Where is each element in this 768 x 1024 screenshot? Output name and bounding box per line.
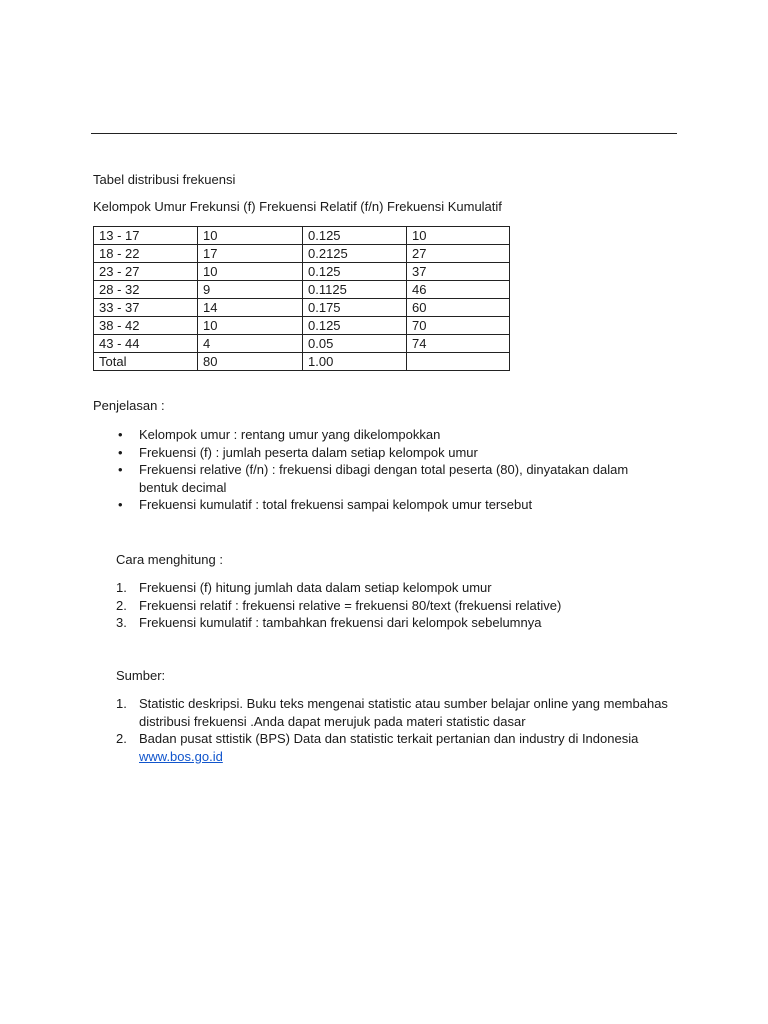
list-item: [116, 426, 656, 444]
table-cell: 10: [198, 317, 303, 335]
frequency-table: [93, 226, 510, 371]
list-item-text: Frekuensi relative (f/n) : frekuensi dibagi dengan total peserta (80), dinyatakan dalam bentuk decimal: [139, 462, 629, 495]
table-cell: Total: [94, 353, 198, 371]
table-row: [94, 335, 510, 353]
table-cell: 74: [407, 335, 510, 353]
calculation-list: [116, 579, 676, 632]
table-cell: 4: [198, 335, 303, 353]
sources-label: Sumber:: [116, 668, 166, 683]
list-number: 2.: [116, 597, 127, 613]
table-cell: [407, 353, 510, 371]
table-row: [94, 263, 510, 281]
bullet-icon: •: [118, 497, 123, 512]
table-row: [94, 245, 510, 263]
source-link[interactable]: www.bos.go.id: [139, 748, 223, 764]
list-item: [116, 695, 676, 730]
list-item: [116, 597, 676, 615]
list-item-text: Badan pusat sttistik (BPS) Data dan statistic terkait pertanian dan industry di Indonesia: [139, 731, 639, 746]
bullet-icon: •: [118, 427, 123, 442]
list-item: [116, 579, 676, 597]
list-item-text: Frekuensi kumulatif : total frekuensi sampai kelompok umur tersebut: [139, 497, 533, 512]
table-cell: 17: [198, 245, 303, 263]
table-cell: 0.125: [303, 263, 407, 281]
table-cell: 10: [198, 263, 303, 281]
table-cell: 13 - 17: [94, 227, 198, 245]
table-cell: 60: [407, 299, 510, 317]
list-number: 2.: [116, 731, 127, 746]
table-row: [94, 299, 510, 317]
list-item-text: Frekuensi kumulatif : tambahkan frekuensi dari kelompok sebelumnya: [139, 615, 542, 630]
list-item: [116, 496, 656, 514]
table-cell: 70: [407, 317, 510, 335]
table-cell: 0.05: [303, 335, 407, 353]
list-item-text: Frekuensi (f) hitung jumlah data dalam setiap kelompok umur: [139, 580, 492, 595]
table-cell: 27: [407, 245, 510, 263]
list-item-text: Kelompok umur : rentang umur yang dikelompokkan: [139, 427, 441, 442]
table-cell: 9: [198, 281, 303, 299]
table-row: [94, 281, 510, 299]
list-item: [116, 461, 656, 496]
explanation-list: [116, 426, 656, 514]
list-number: 3.: [116, 615, 127, 630]
table-cell: 0.125: [303, 227, 407, 245]
list-item-text: Frekuensi relatif : frekuensi relative = frekuensi 80/text (frekuensi relative): [139, 597, 562, 613]
bullet-icon: •: [118, 462, 123, 477]
table-cell: 1.00: [303, 353, 407, 371]
table-cell: 0.175: [303, 299, 407, 317]
table-cell: 14: [198, 299, 303, 317]
table-cell: 33 - 37: [94, 299, 198, 317]
table-cell: 80: [198, 353, 303, 371]
sources-list: [116, 695, 676, 765]
list-item-text: Statistic deskripsi. Buku teks mengenai statistic atau sumber belajar online yang membahas distribusi frekuensi .Anda dapat merujuk pada materi statistic dasar: [139, 696, 668, 729]
table-row: [94, 353, 510, 371]
table-column-header-line: Kelompok Umur Frekunsi (f) Frekuensi Relatif (f/n) Frekuensi Kumulatif: [93, 199, 502, 214]
list-item: [116, 730, 676, 765]
table-cell: 28 - 32: [94, 281, 198, 299]
table-cell: 23 - 27: [94, 263, 198, 281]
table-cell: 0.125: [303, 317, 407, 335]
table-cell: 38 - 42: [94, 317, 198, 335]
list-item: [116, 614, 676, 632]
table-cell: 18 - 22: [94, 245, 198, 263]
list-item: [116, 444, 656, 462]
table-cell: 0.2125: [303, 245, 407, 263]
list-number: 1.: [116, 696, 127, 711]
list-item-text: Frekuensi (f) : jumlah peserta dalam setiap kelompok umur: [139, 444, 478, 460]
explanation-label: Penjelasan :: [93, 398, 165, 413]
table-cell: 10: [407, 227, 510, 245]
list-number: 1.: [116, 580, 127, 595]
table-row: [94, 227, 510, 245]
table-cell: 10: [198, 227, 303, 245]
calculation-label: Cara menghitung :: [116, 552, 223, 567]
table-row: [94, 317, 510, 335]
table-cell: 37: [407, 263, 510, 281]
header-rule: [91, 133, 677, 134]
bullet-icon: •: [118, 444, 123, 460]
table-cell: 46: [407, 281, 510, 299]
document-title: Tabel distribusi frekuensi: [93, 172, 236, 187]
table-cell: 0.1125: [303, 281, 407, 299]
table-cell: 43 - 44: [94, 335, 198, 353]
